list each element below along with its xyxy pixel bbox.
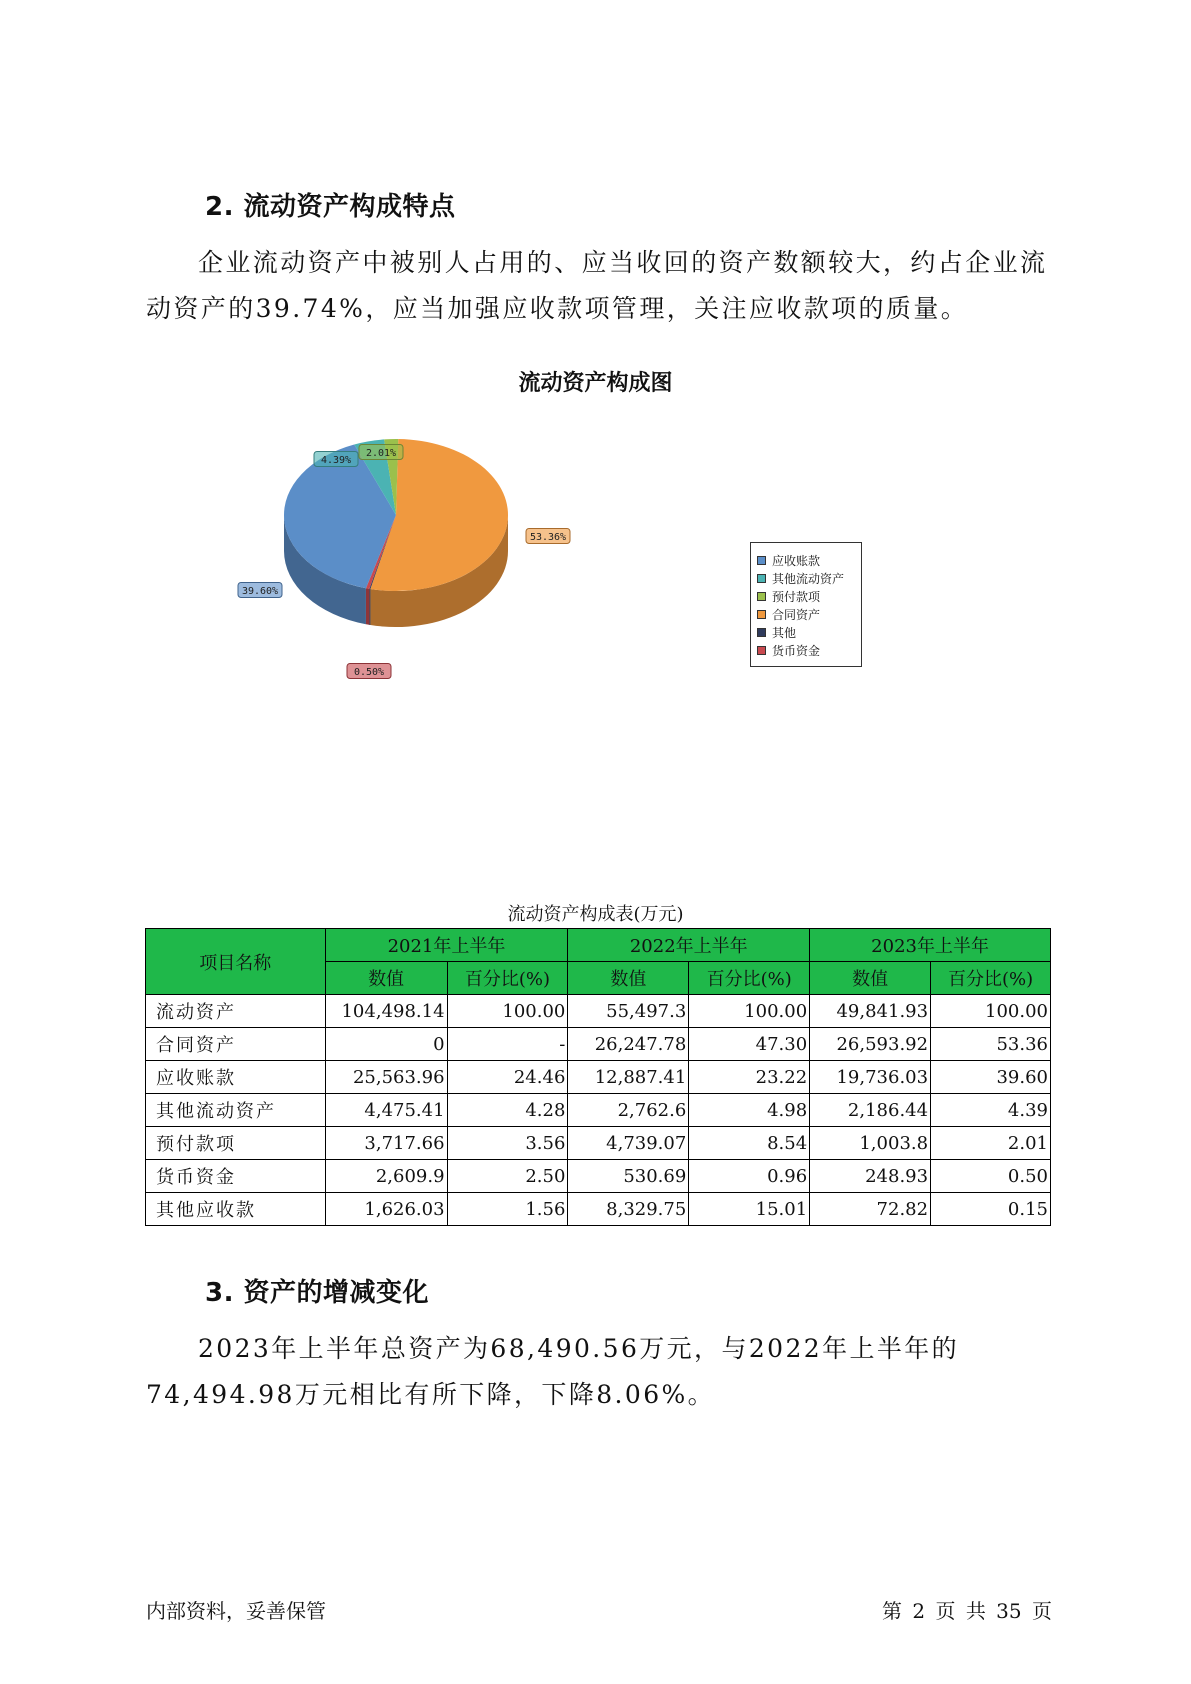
cell-percent: 4.98 [689,1094,810,1127]
cell-percent: 100.00 [689,995,810,1028]
legend-item [757,641,855,659]
cell-value: 1,003.8 [810,1127,931,1160]
row-name: 其他应收款 [146,1193,326,1226]
row-name: 合同资产 [146,1028,326,1061]
header-item-name: 项目名称 [146,929,326,995]
footer-confidential: 内部资料，妥善保管 [146,1599,326,1623]
legend-swatch [757,574,766,583]
cell-percent: 0.96 [689,1160,810,1193]
legend-label: 货币资金 [772,643,821,658]
cell-percent: 15.01 [689,1193,810,1226]
section-heading: 3. 资产的增减变化 [205,1278,430,1308]
data-label: 0.50% [353,667,385,678]
row-name: 预付款项 [146,1127,326,1160]
cell-percent: 3.56 [447,1127,568,1160]
header-value: 数值 [810,962,931,995]
legend-swatch [757,646,766,655]
cell-value: 3,717.66 [325,1127,447,1160]
cell-percent: 24.46 [447,1061,568,1094]
cell-percent: 4.39 [931,1094,1051,1127]
chart-title: 流动资产构成图 [518,371,673,396]
cell-value: 8,329.75 [568,1193,689,1226]
cell-percent: 39.60 [931,1061,1051,1094]
table-row [146,1193,1051,1226]
table-row [146,1160,1051,1193]
section-paragraph: 企业流动资产中被别人占用的、应当收回的资产数额较大，约占企业流动资产的39.74%，应当加强应收款项管理，关注应收款项的质量。 [146,248,1048,323]
cell-percent: 100.00 [931,995,1051,1028]
legend-item [757,623,855,641]
legend-label: 合同资产 [772,607,821,622]
legend-swatch [757,556,766,565]
legend-item [757,605,855,623]
row-name: 应收账款 [146,1061,326,1094]
cell-percent: 0.15 [931,1193,1051,1226]
data-label: 4.39% [320,455,352,466]
legend-item [757,569,855,587]
cell-percent: 1.56 [447,1193,568,1226]
data-label: 53.36% [529,532,567,543]
table-caption: 流动资产构成表(万元) [507,904,684,925]
row-name: 流动资产 [146,995,326,1028]
cell-percent: 53.36 [931,1028,1051,1061]
cell-value: 55,497.3 [568,995,689,1028]
header-percent: 百分比(%) [931,962,1051,995]
cell-value: 1,626.03 [325,1193,447,1226]
legend-item [757,587,855,605]
cell-value: 26,247.78 [568,1028,689,1061]
header-period: 2022年上半年 [568,929,810,962]
cell-value: 530.69 [568,1160,689,1193]
table-row [146,995,1051,1028]
footer-page-number: 第 2 页 共 35 页 [882,1599,1052,1623]
header-value: 数值 [325,962,447,995]
chart-legend [750,542,862,667]
cell-percent: 2.50 [447,1160,568,1193]
legend-label: 其他 [772,625,797,640]
cell-percent: 100.00 [447,995,568,1028]
header-period: 2023年上半年 [810,929,1051,962]
cell-value: 0 [325,1028,447,1061]
cell-value: 2,762.6 [568,1094,689,1127]
legend-item [757,551,855,569]
pie-slice-side [366,588,369,625]
legend-swatch [757,610,766,619]
legend-label: 其他流动资产 [772,571,845,586]
data-label: 2.01% [365,448,397,459]
cell-value: 19,736.03 [810,1061,931,1094]
cell-percent: 8.54 [689,1127,810,1160]
table-row [146,1028,1051,1061]
cell-value: 25,563.96 [325,1061,447,1094]
cell-value: 72.82 [810,1193,931,1226]
section-heading: 2. 流动资产构成特点 [205,192,456,222]
cell-percent: 23.22 [689,1061,810,1094]
cell-value: 2,186.44 [810,1094,931,1127]
cell-percent: - [447,1028,568,1061]
data-table [145,928,1051,1226]
legend-swatch [757,628,766,637]
cell-value: 26,593.92 [810,1028,931,1061]
cell-value: 248.93 [810,1160,931,1193]
table-row [146,1061,1051,1094]
cell-value: 104,498.14 [325,995,447,1028]
legend-label: 预付款项 [772,589,821,604]
row-name: 货币资金 [146,1160,326,1193]
table-row [146,1127,1051,1160]
cell-value: 49,841.93 [810,995,931,1028]
cell-percent: 0.50 [931,1160,1051,1193]
cell-value: 4,475.41 [325,1094,447,1127]
header-percent: 百分比(%) [447,962,568,995]
table-row [146,1094,1051,1127]
header-value: 数值 [568,962,689,995]
cell-value: 4,739.07 [568,1127,689,1160]
legend-label: 应收账款 [772,553,821,568]
cell-percent: 47.30 [689,1028,810,1061]
cell-percent: 2.01 [931,1127,1051,1160]
data-label: 39.60% [241,586,279,597]
pie-slice-side [369,589,370,625]
cell-value: 2,609.9 [325,1160,447,1193]
header-period: 2021年上半年 [325,929,568,962]
cell-percent: 4.28 [447,1094,568,1127]
section-paragraph: 2023年上半年总资产为68,490.56万元，与2022年上半年的74,494.98万元相比有所下降，下降8.06%。 [146,1334,960,1409]
pie-chart [220,415,620,695]
row-name: 其他流动资产 [146,1094,326,1127]
legend-swatch [757,592,766,601]
header-percent: 百分比(%) [689,962,810,995]
cell-value: 12,887.41 [568,1061,689,1094]
